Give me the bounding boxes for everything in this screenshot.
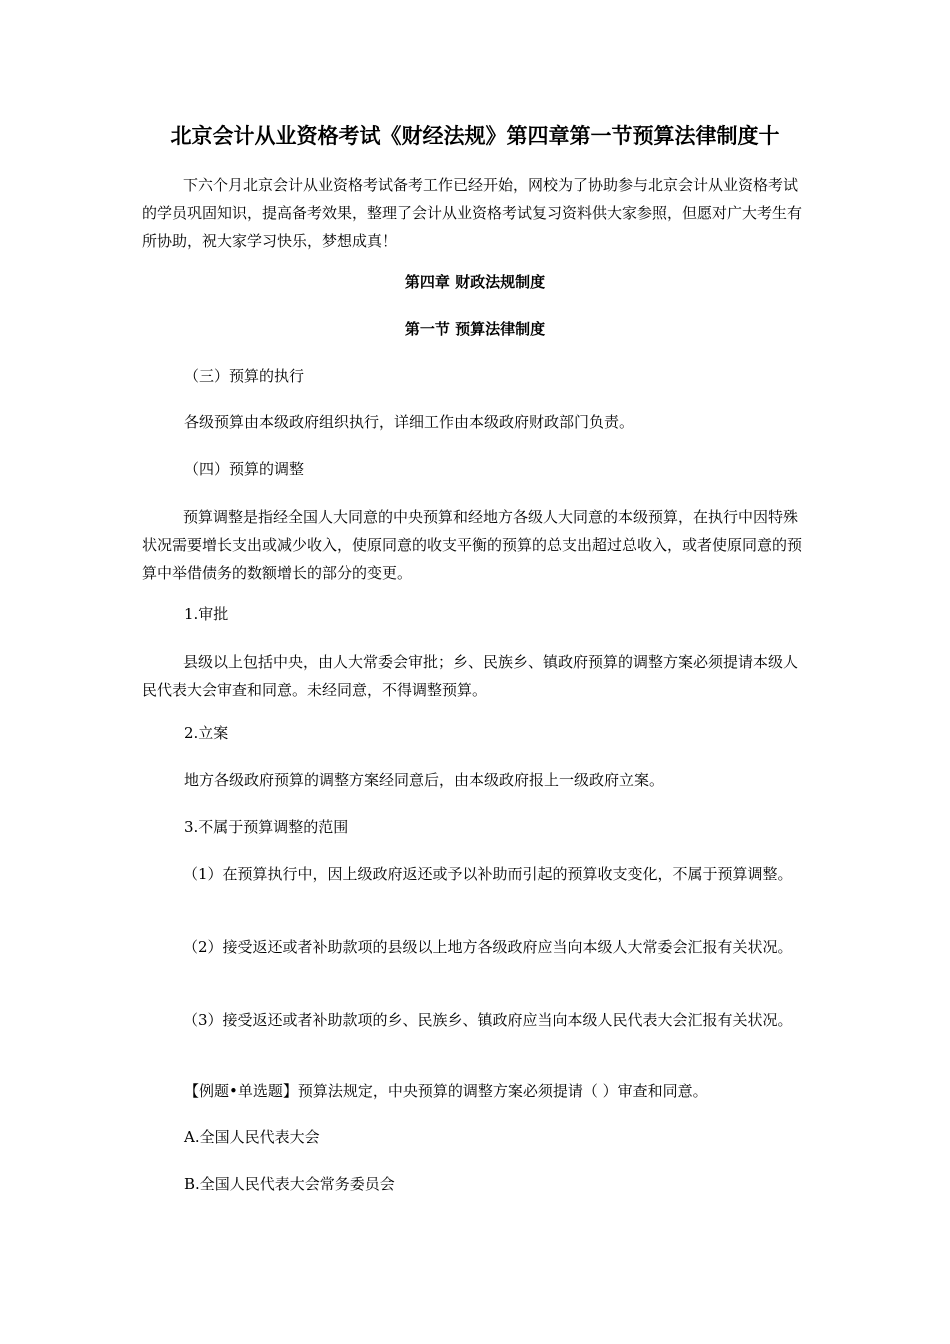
subsection-heading-execution: （三）预算的执行 [184, 367, 305, 385]
approval-paragraph: 县级以上包括中央，由人大常委会审批；乡、民族乡、镇政府预算的调整方案必须提请本级人民代表大会审查和同意。未经同意，不得调整预算。 [142, 653, 799, 699]
adjustment-paragraph: 预算调整是指经全国人大同意的中央预算和经地方各级人大同意的本级预算，在执行中因特殊状况需要增长支出或减少收入，使原同意的收支平衡的预算的总支出超过总收入，或者使原同意的预算中举借债务的数额增长的部分的变更。 [142, 508, 803, 582]
item-heading-approval: 1.审批 [184, 605, 229, 623]
scope-point-1: （1）在预算执行中，因上级政府返还或予以补助而引起的预算收支变化，不属于预算调整。 [183, 865, 793, 883]
filing-paragraph: 地方各级政府预算的调整方案经同意后，由本级政府报上一级政府立案。 [184, 771, 665, 789]
option-b: B.全国人民代表大会常务委员会 [184, 1175, 395, 1193]
scope-point-3: （3）接受返还或者补助款项的乡、民族乡、镇政府应当向本级人民代表大会汇报有关状况。 [183, 1011, 793, 1029]
item-heading-filing: 2.立案 [184, 724, 229, 742]
option-a: A.全国人民代表大会 [184, 1128, 320, 1146]
subsection-heading-adjustment: （四）预算的调整 [184, 460, 305, 478]
scope-point-2: （2）接受返还或者补助款项的县级以上地方各级政府应当向本级人大常委会汇报有关状况。 [183, 938, 793, 956]
section-heading: 第一节 预算法律制度 [404, 320, 546, 338]
item-heading-scope: 3.不属于预算调整的范围 [184, 818, 349, 836]
chapter-heading: 第四章 财政法规制度 [404, 273, 546, 291]
execution-paragraph: 各级预算由本级政府组织执行，详细工作由本级政府财政部门负责。 [184, 413, 635, 431]
intro-paragraph: 下六个月北京会计从业资格考试备考工作已经开始，网校为了协助参与北京会计从业资格考试的学员巩固知识，提高备考效果，整理了会计从业资格考试复习资料供大家参照，但愿对广大考生有所协助，祝大家学习快乐，梦想成真！ [142, 176, 803, 250]
document-title: 北京会计从业资格考试《财经法规》第四章第一节预算法律制度十 [170, 123, 780, 148]
example-question: 【例题•单选题】预算法规定，中央预算的调整方案必须提请（ ）审查和同意。 [184, 1082, 708, 1100]
